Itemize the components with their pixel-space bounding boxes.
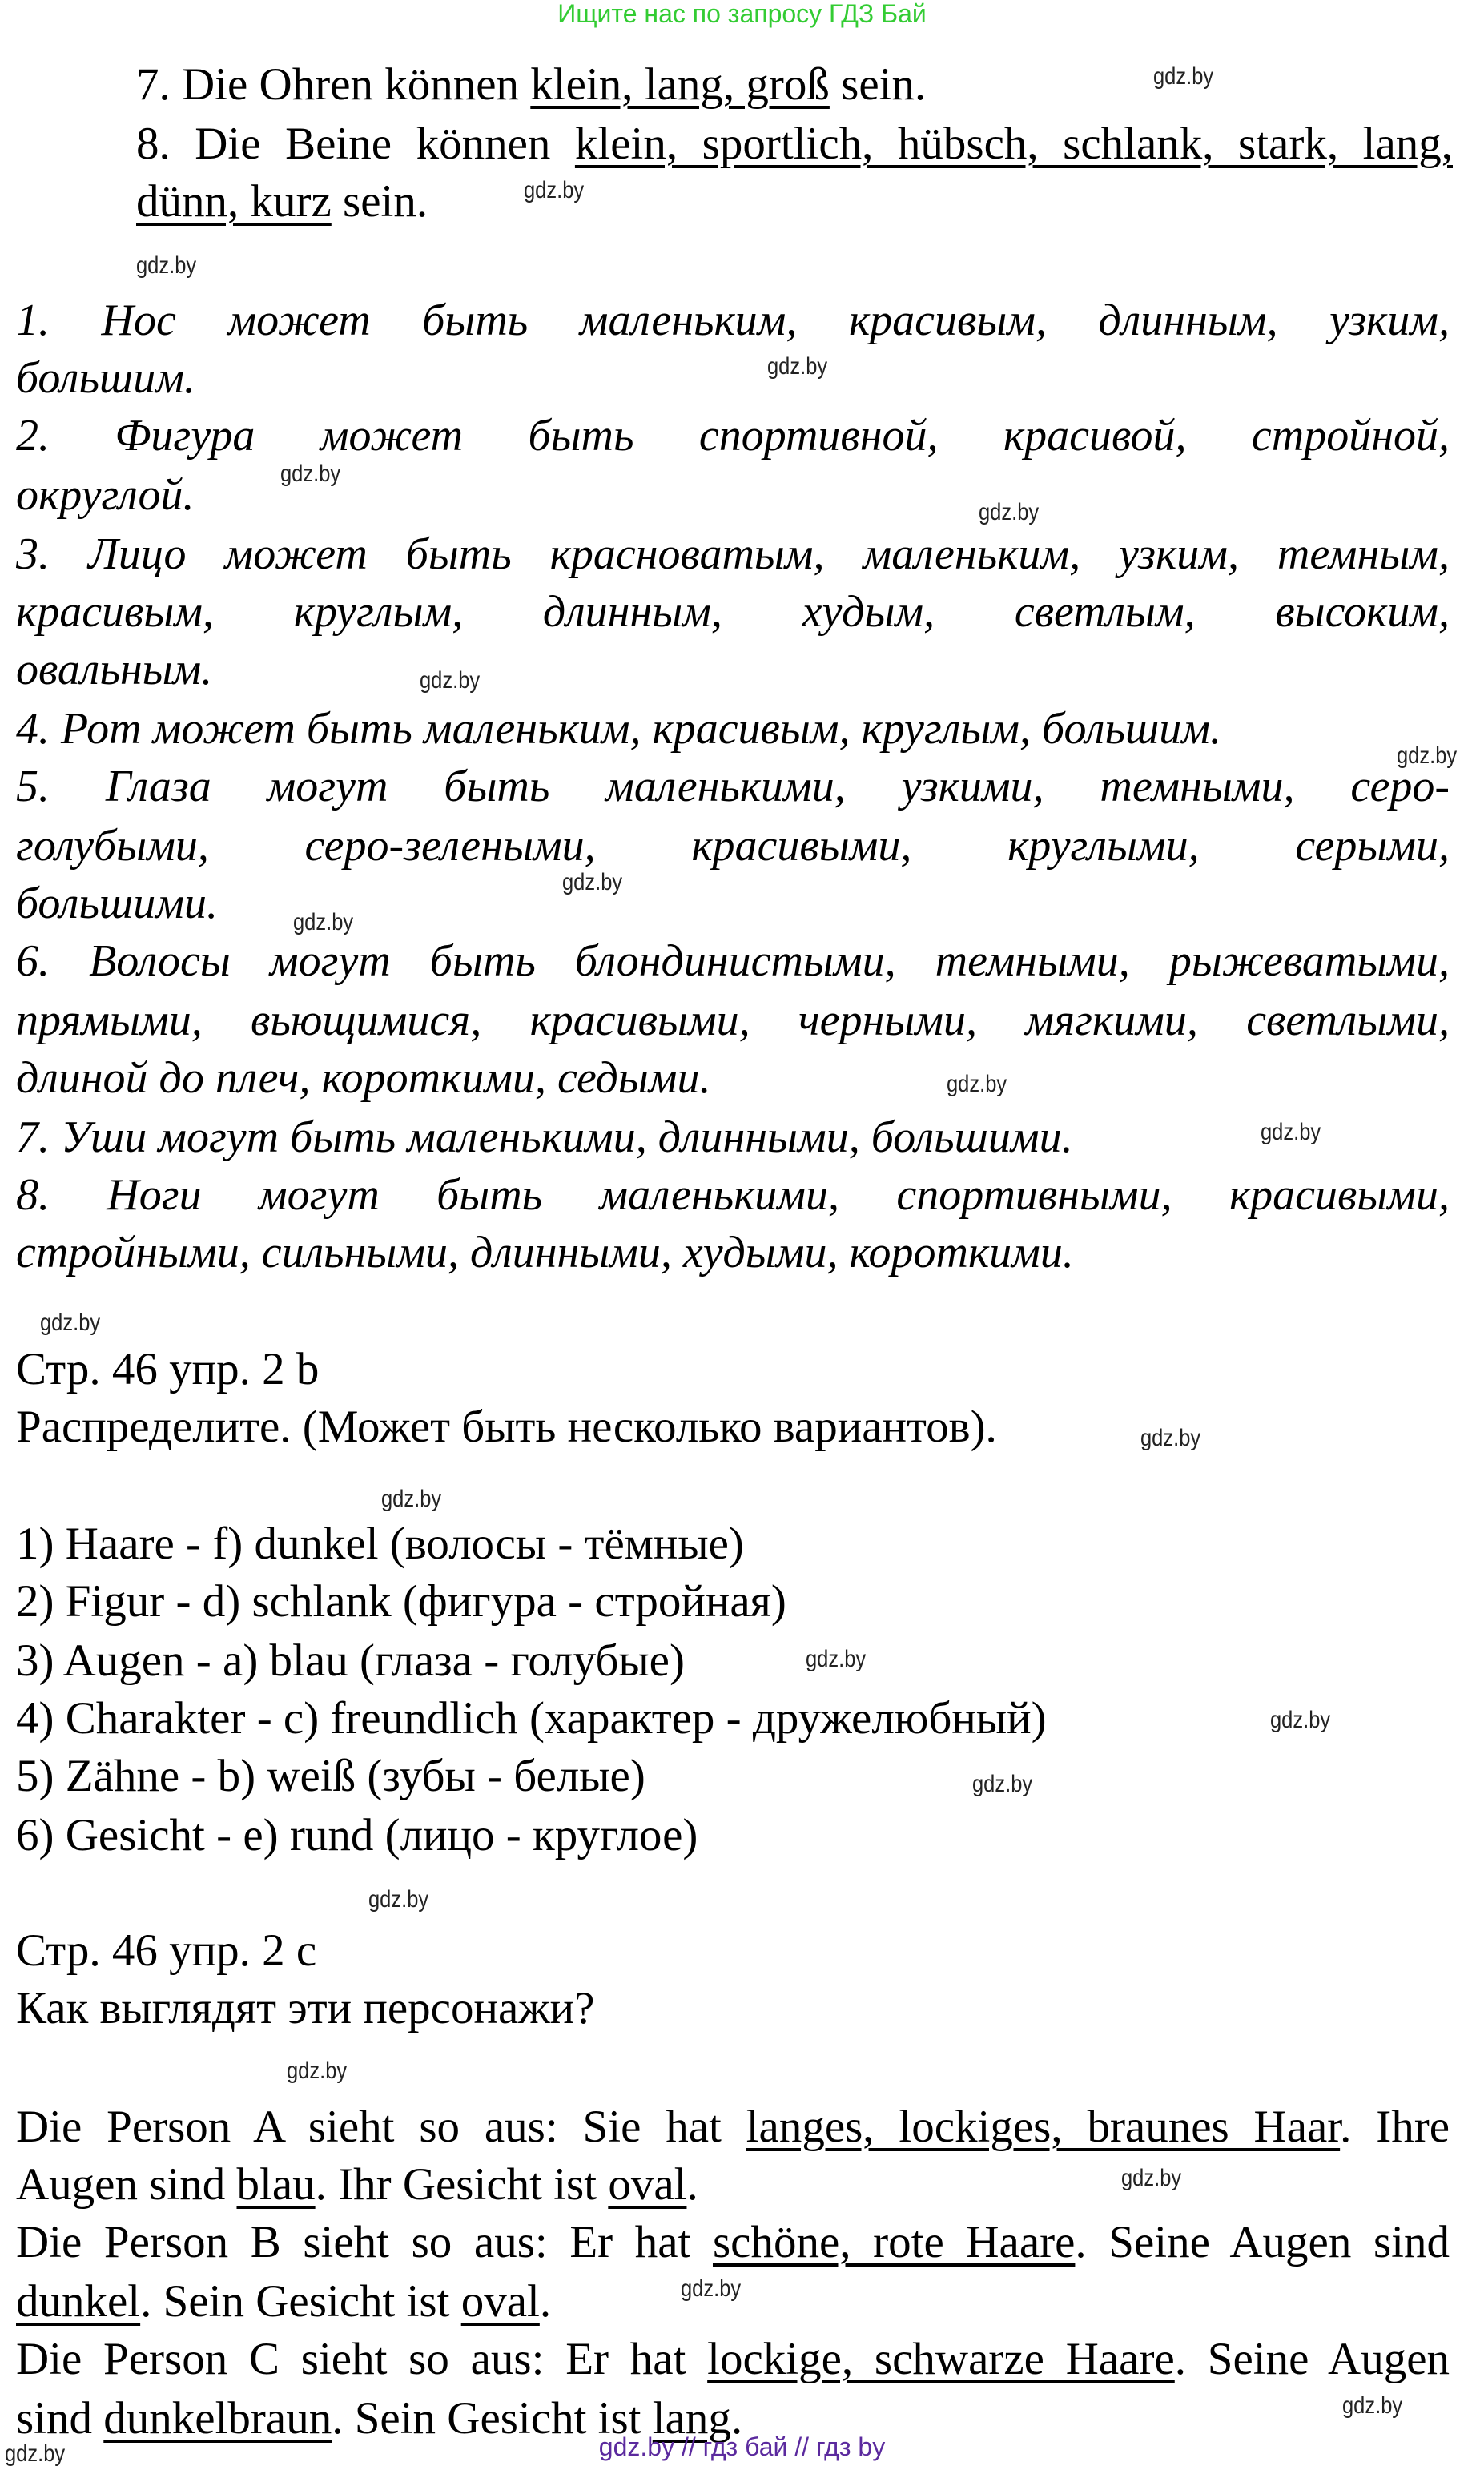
watermark-text: gdz.by: [40, 1309, 101, 1336]
watermark-text: gdz.by: [287, 2058, 348, 2084]
text-line: [16, 525, 1450, 583]
text-segment: голубыми, серо-зелеными, красивыми, круглыми, серыми,: [16, 821, 1450, 871]
text-line: [16, 992, 1450, 1049]
text-line: [16, 292, 1450, 349]
text-line: [16, 1632, 685, 1690]
watermark-text: gdz.by: [5, 2440, 66, 2467]
text-line: [16, 641, 212, 698]
text-line: [16, 349, 195, 407]
text-segment: Die Person C sieht so aus: Er hat: [16, 2334, 708, 2384]
watermark-text: gdz.by: [1153, 63, 1214, 90]
underlined-answer: oval: [460, 2276, 540, 2327]
text-line: [16, 1398, 997, 1456]
watermark-text: gdz.by: [979, 499, 1040, 525]
text-segment: . Sein Gesicht ist: [140, 2276, 461, 2327]
underlined-answer: lang: [652, 2393, 731, 2444]
text-segment: 8. Ноги могут быть маленькими, спортивными, красивыми,: [16, 1170, 1450, 1220]
text-segment: sind: [16, 2393, 104, 2444]
text-segment: овальным.: [16, 645, 213, 694]
text-segment: Стр. 46 упр. 2 b: [16, 1344, 320, 1394]
text-segment: длиной до плеч, короткими, седыми.: [16, 1053, 711, 1103]
text-segment: 7. Die Ohren können: [136, 59, 531, 110]
text-segment: 3. Лицо может быть красноватым, маленьким, узким, темным,: [16, 529, 1450, 579]
text-segment: sein.: [829, 59, 927, 110]
text-segment: Die Person A sieht so aus: Sie hat: [16, 2102, 746, 2152]
text-segment: Augen sind: [16, 2159, 237, 2210]
text-line: [16, 1224, 1074, 1281]
text-segment: 2. Фигура может быть спортивной, красивой, стройной,: [16, 411, 1450, 461]
text-line: [16, 2214, 1450, 2271]
text-segment: Распределите. (Может быть несколько вариантов).: [16, 1402, 997, 1452]
text-line: [16, 875, 218, 932]
text-line: [16, 817, 1450, 875]
text-line: [16, 2156, 698, 2214]
text-segment: sein.: [331, 176, 428, 227]
text-segment: . Seine Augen sind: [1075, 2217, 1450, 2267]
underlined-answer: klein, lang, groß: [530, 59, 830, 110]
text-line: [16, 1980, 594, 2038]
text-segment: 4. Рот может быть маленьким, красивым, круглым, большим.: [16, 704, 1221, 754]
text-segment: .: [539, 2276, 552, 2327]
text-line: [16, 466, 195, 524]
text-segment: .: [730, 2393, 743, 2444]
text-line: [16, 2331, 1450, 2388]
text-segment: 3) Augen - a) blau (глаза - голубые): [16, 1635, 685, 1686]
watermark-text: gdz.by: [381, 1486, 442, 1512]
text-line: [16, 1573, 786, 1631]
text-line: [16, 1748, 645, 1805]
text-segment: 6. Волосы могут быть блондинистыми, темными, рыжеватыми,: [16, 936, 1450, 986]
underlined-answer: dunkel: [16, 2276, 141, 2327]
text-line: [136, 173, 428, 231]
text-segment: прямыми, вьющимися, красивыми, черными, мягкими, светлыми,: [16, 996, 1450, 1045]
watermark-text: gdz.by: [136, 252, 197, 279]
text-segment: 1) Haare - f) dunkel (волосы - тёмные): [16, 1519, 744, 1569]
text-segment: Die Person B sieht so aus: Er hat: [16, 2217, 713, 2267]
text-segment: 1. Нос может быть маленьким, красивым, длинным, узким,: [16, 296, 1450, 345]
watermark-text: gdz.by: [681, 2275, 742, 2302]
text-segment: .: [686, 2159, 698, 2210]
text-segment: округлой.: [16, 470, 195, 520]
watermark-text: gdz.by: [1261, 1119, 1321, 1145]
text-line: [136, 56, 926, 114]
watermark-text: gdz.by: [562, 869, 623, 895]
text-line: [16, 1166, 1450, 1224]
text-segment: стройными, сильными, длинными, худыми, короткими.: [16, 1228, 1074, 1277]
text-segment: 5) Zähne - b) weiß (зубы - белые): [16, 1751, 645, 1801]
text-segment: 8. Die Beine können: [136, 119, 575, 169]
text-segment: . Seine Augen: [1174, 2334, 1450, 2384]
watermark-text: gdz.by: [806, 1646, 867, 1672]
underlined-answer: langes, lockiges, braunes Haar: [746, 2102, 1341, 2152]
text-line: [16, 700, 1221, 758]
text-segment: Стр. 46 упр. 2 c: [16, 1925, 317, 1976]
text-line: [16, 1690, 1047, 1748]
underlined-answer: dunkelbraun: [103, 2393, 332, 2444]
text-segment: красивым, круглым, длинным, худым, светлым, высоким,: [16, 587, 1450, 637]
text-line: [16, 932, 1450, 990]
underlined-answer: dünn, kurz: [136, 176, 332, 227]
watermark-text: gdz.by: [1121, 2165, 1182, 2191]
watermark-text: gdz.by: [420, 667, 481, 694]
watermark-text: gdz.by: [972, 1771, 1033, 1797]
text-segment: большими.: [16, 879, 218, 928]
underlined-answer: blau: [236, 2159, 316, 2210]
underlined-answer: schöne, rote Haare: [712, 2217, 1076, 2267]
text-line: [16, 2098, 1450, 2156]
text-line: [16, 1515, 744, 1573]
text-segment: . Ihr Gesicht ist: [315, 2159, 609, 2210]
watermark-text: gdz.by: [280, 461, 341, 487]
text-segment: . Sein Gesicht ist: [332, 2393, 653, 2444]
search-banner[interactable]: Ищите нас по запросу ГДЗ Бай: [557, 0, 927, 28]
text-segment: Как выглядят эти персонажи?: [16, 1983, 595, 2033]
text-segment: большим.: [16, 353, 195, 403]
watermark-text: gdz.by: [524, 177, 585, 203]
text-line: [16, 1807, 698, 1865]
text-line: [16, 2273, 551, 2331]
footer-links[interactable]: gdz.by // гдз бай // гдз by: [598, 2432, 886, 2461]
text-line: [16, 1108, 1073, 1166]
text-line: [16, 583, 1450, 641]
text-line: [16, 1922, 316, 1980]
text-line: [16, 1341, 319, 1398]
watermark-text: gdz.by: [368, 1886, 429, 1913]
watermark-text: gdz.by: [947, 1071, 1007, 1097]
text-line: [16, 758, 1450, 815]
watermark-text: gdz.by: [1140, 1425, 1201, 1451]
watermark-text: gdz.by: [767, 353, 828, 380]
text-segment: 2) Figur - d) schlank (фигура - стройная): [16, 1576, 786, 1627]
text-segment: 7. Уши могут быть маленькими, длинными, большими.: [16, 1112, 1073, 1162]
watermark-text: gdz.by: [1342, 2392, 1403, 2419]
text-segment: 5. Глаза могут быть маленькими, узкими, темными, серо-: [16, 762, 1450, 811]
watermark-text: gdz.by: [1270, 1707, 1331, 1733]
underlined-answer: klein, sportlich, hübsch, schlank, stark, lang,: [574, 119, 1453, 169]
watermark-text: gdz.by: [293, 909, 354, 935]
underlined-answer: oval: [608, 2159, 687, 2210]
text-segment: 6) Gesicht - e) rund (лицо - круглое): [16, 1810, 698, 1861]
text-line: [136, 115, 1453, 173]
text-segment: 4) Charakter - c) freundlich (характер - дружелюбный): [16, 1693, 1047, 1744]
text-line: [16, 1049, 711, 1107]
text-line: [16, 407, 1450, 465]
underlined-answer: lockige, schwarze Haare: [707, 2334, 1175, 2384]
watermark-text: gdz.by: [1397, 742, 1458, 769]
text-segment: . Ihre: [1340, 2102, 1450, 2152]
